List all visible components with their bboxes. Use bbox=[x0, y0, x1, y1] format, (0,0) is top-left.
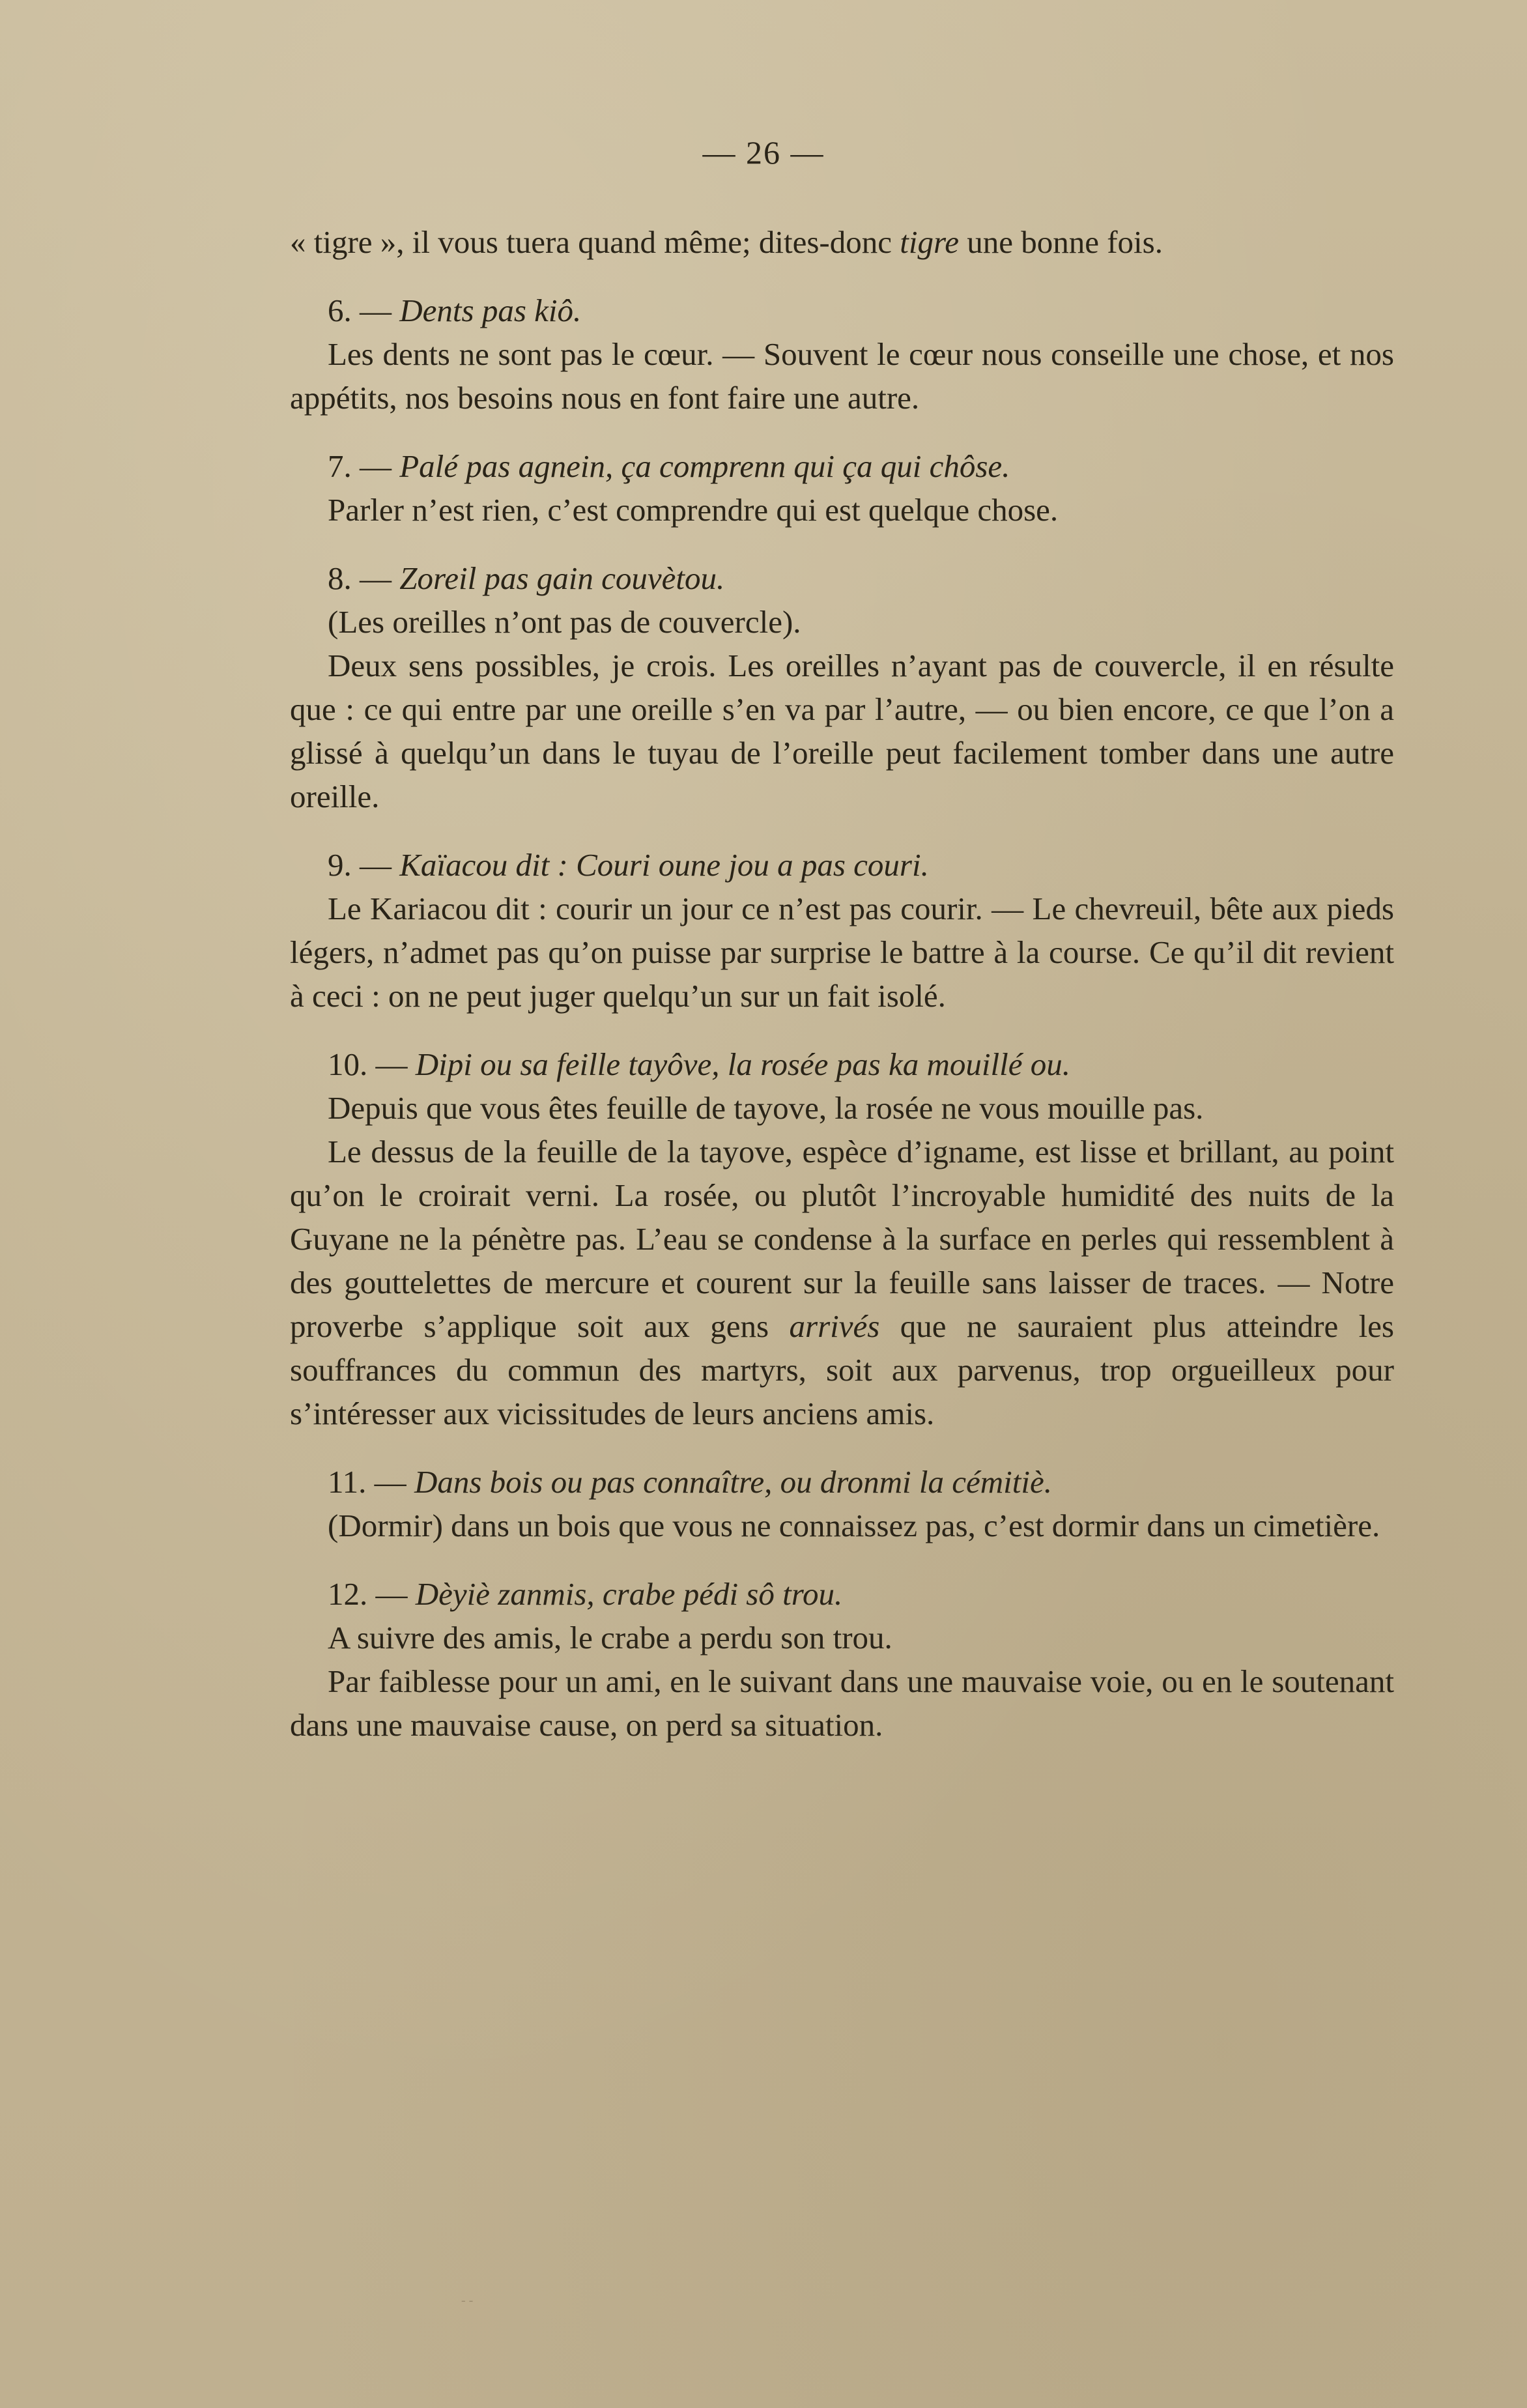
continuation-italic-tigre: tigre bbox=[900, 224, 959, 260]
proverb-8-heading bbox=[290, 556, 1394, 600]
proverb-10-heading bbox=[290, 1042, 1394, 1086]
proverb-12-translation: A suivre des amis, le crabe a perdu son trou. bbox=[328, 1620, 892, 1656]
proverb-12-commentary: Par faiblesse pour un ami, en le suivant dans une mauvaise voie, ou en le soutenant dans une mauvaise cause, on perd sa situation. bbox=[290, 1663, 1394, 1743]
continuation-paragraph bbox=[290, 220, 1394, 264]
page-number: — 26 — bbox=[702, 134, 825, 171]
proverb-10-translation: Depuis que vous êtes feuille de tayove, la rosée ne vous mouille pas. bbox=[328, 1090, 1204, 1126]
proverb-8-commentary: Deux sens possibles, je crois. Les oreilles n’ayant pas de couvercle, il en résulte que : ce qui entre par une oreille s’en va par l’autre, — ou bien encore, ce que l’on a glissé à quelqu’un dans le tuyau de l’oreille peut facilement tomber dans une autre oreille. bbox=[290, 648, 1394, 814]
proverb-11-translation: (Dormir) dans un bois que vous ne connaissez pas, c’est dormir dans un cimetière. bbox=[328, 1508, 1380, 1543]
proverb-8-translation: (Les oreilles n’ont pas de couvercle). bbox=[328, 604, 801, 640]
proverb-7-heading bbox=[290, 444, 1394, 488]
proverb-11-number: 11. — bbox=[328, 1464, 414, 1500]
text-body bbox=[290, 220, 1394, 1747]
paper-smudge-mark: - - bbox=[461, 2293, 474, 2308]
proverb-10-commentary-a: Le dessus de la feuille de la tayove, espèce d’igname, est lisse et brillant, au point qu’on le croirait verni. La rosée, ou plutôt l’incroyable humidité des nuits de la Guyane ne la pénètre pas. L’eau se condense à la surface en perles qui ressemblent à des gouttelettes de mercure et courent sur la feuille sans laisser de traces. — Notre proverbe s’applique soit aux gens bbox=[290, 1134, 1394, 1344]
proverb-12-creole: Dèyiè zanmis, crabe pédi sô trou. bbox=[415, 1576, 843, 1612]
proverb-10-number: 10. — bbox=[328, 1046, 416, 1082]
proverb-8-creole: Zoreil pas gain couvètou. bbox=[399, 560, 725, 596]
proverb-6-creole: Dents pas kiô. bbox=[399, 293, 582, 328]
proverb-9-creole: Kaïacou dit : Couri oune jou a pas couri. bbox=[399, 847, 929, 883]
proverb-6-heading bbox=[290, 289, 1394, 332]
proverb-6-translation: Les dents ne sont pas le cœur. — Souvent le cœur nous conseille une chose, et nos appétits, nos besoins nous en font faire une autre. bbox=[290, 336, 1394, 416]
proverb-9-number: 9. — bbox=[328, 847, 400, 883]
proverb-12-number: 12. — bbox=[328, 1576, 416, 1612]
continuation-text-c: une bonne fois. bbox=[958, 224, 1163, 260]
proverb-7-number: 7. — bbox=[328, 448, 400, 484]
proverb-7-translation: Parler n’est rien, c’est comprendre qui est quelque chose. bbox=[328, 492, 1059, 528]
proverb-9-heading bbox=[290, 843, 1394, 887]
proverb-12-heading bbox=[290, 1572, 1394, 1616]
proverb-10-commentary-c: que ne sauraient plus atteindre les souffrances du commun des martyrs, soit aux parvenus, trop orgueilleux pour s’intéresser aux vicissitudes de leurs anciens amis. bbox=[290, 1308, 1395, 1431]
proverb-11-creole: Dans bois ou pas connaître, ou dronmi la cémitiè. bbox=[414, 1464, 1052, 1500]
proverb-6-number: 6. — bbox=[328, 293, 400, 328]
proverb-10-italic-arrives: arrivés bbox=[789, 1308, 880, 1344]
proverb-7-creole: Palé pas agnein, ça comprenn qui ça qui chôse. bbox=[399, 448, 1010, 484]
proverb-8-number: 8. — bbox=[328, 560, 400, 596]
proverb-10-creole: Dipi ou sa feille tayôve, la rosée pas ka mouillé ou. bbox=[415, 1046, 1070, 1082]
proverb-10-commentary bbox=[290, 1130, 1394, 1435]
proverb-11-heading bbox=[290, 1460, 1394, 1504]
proverb-9-translation: Le Kariacou dit : courir un jour ce n’est pas courir. — Le chevreuil, bête aux pieds légers, n’admet pas qu’on puisse par surprise le battre à la course. Ce qu’il dit revient à ceci : on ne peut juger quelqu’un sur un fait isolé. bbox=[290, 891, 1394, 1014]
continuation-text-a: « tigre », il vous tuera quand même; dites-donc bbox=[290, 224, 900, 260]
